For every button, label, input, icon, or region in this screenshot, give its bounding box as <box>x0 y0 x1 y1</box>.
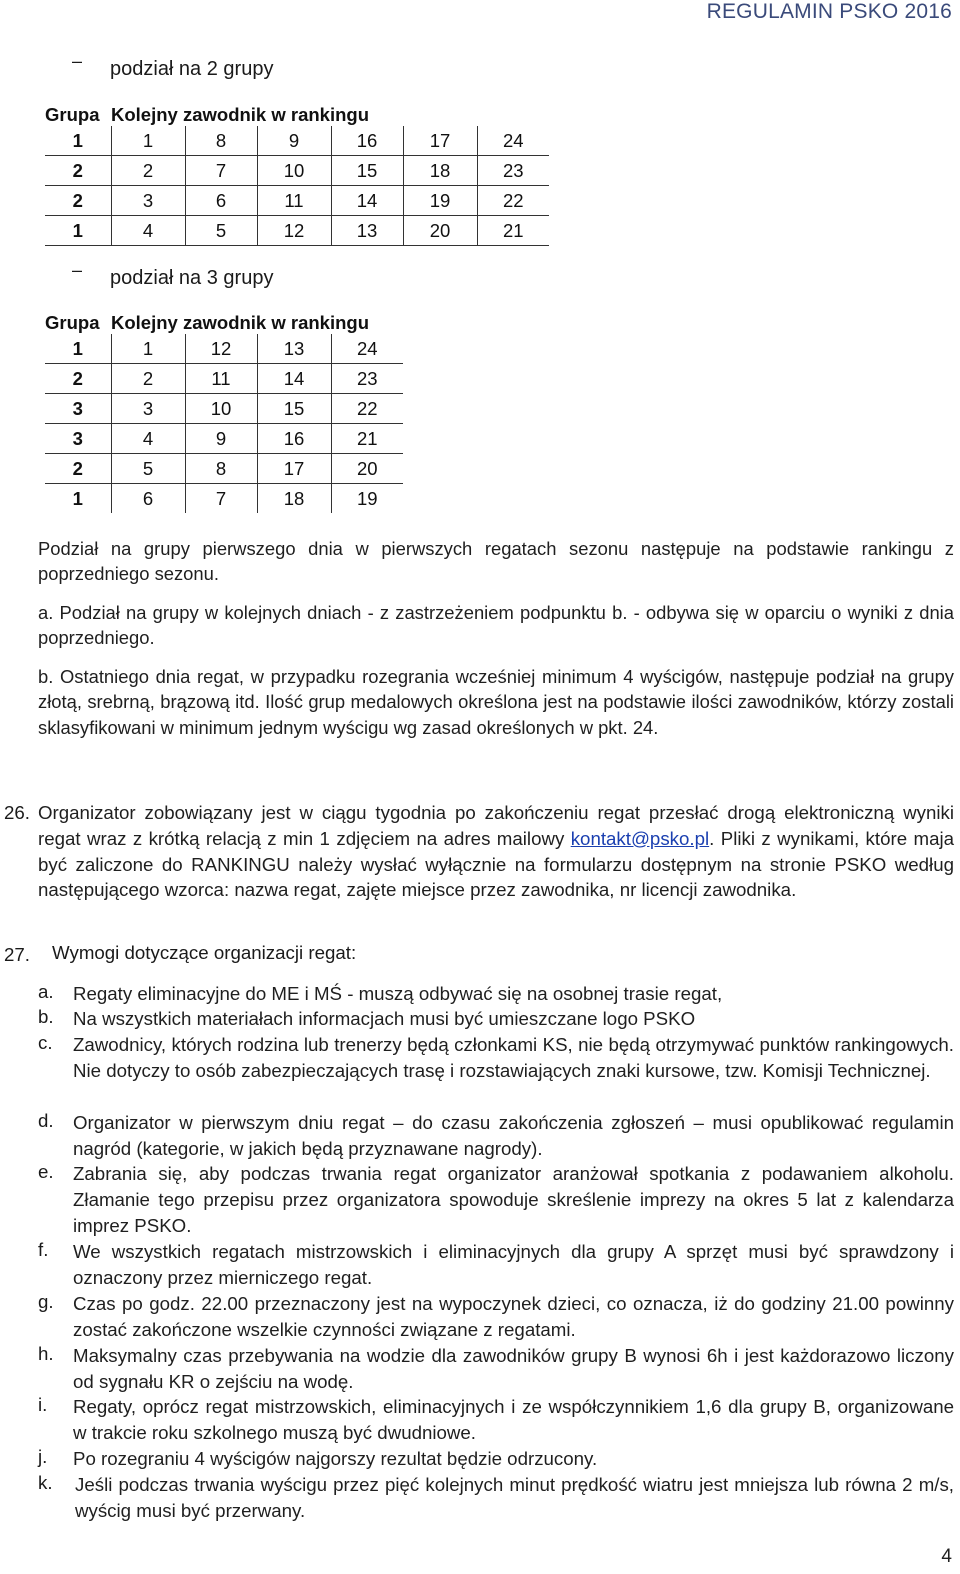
table-row <box>45 126 549 156</box>
cell: 17 <box>257 454 331 484</box>
section-26-text-after: . Pliki z wynikami, które maja być zaliczone do RANKINGU należy wysłać wyłącznie na formularzu dostępnym na stronie PSKO według następującego wzorca: nazwa regat, zajęte miejsce przez zawodnika, nr licencji zawodnika. <box>38 827 955 901</box>
cell: 6 <box>185 186 257 216</box>
cell: 3 <box>111 186 185 216</box>
cell: 2 <box>111 364 185 394</box>
cell: 13 <box>257 334 331 364</box>
cell: 10 <box>185 394 257 424</box>
section-27-number: 27. <box>4 944 30 965</box>
cell: 8 <box>185 454 257 484</box>
cell: 12 <box>185 334 257 364</box>
table-row <box>45 156 549 186</box>
cell: 24 <box>331 334 403 364</box>
cell: 22 <box>477 186 549 216</box>
cell: 20 <box>403 216 477 246</box>
table-row <box>45 394 403 424</box>
para-subpoint-a: a. Podział na grupy w kolejnych dniach - z zastrzeżeniem podpunktu b. - odbywa się w oparciu o wyniki z dnia poprzedniego. <box>38 602 954 649</box>
cell: 11 <box>257 186 331 216</box>
dash-bullet: – <box>72 51 83 71</box>
para-first-day: Podział na grupy pierwszego dnia w pierwszych regatach sezonu następuje na podstawie rankingu z poprzedniego sezonu. <box>38 538 954 585</box>
table-row <box>45 484 403 514</box>
cell: 14 <box>257 364 331 394</box>
cell: 17 <box>403 126 477 156</box>
table-header-row <box>45 304 403 334</box>
item-label: e. <box>38 1161 54 1182</box>
cell-group: 3 <box>45 394 111 424</box>
para-subpoint-b: b. Ostatniego dnia regat, w przypadku rozegrania wcześniej minimum 4 wyścigów, następuje podział na grupy złotą, srebrną, brązową itd. Ilość grup medalowych określona jest na podstawie ilości zawodników, którzy zostali sklasyfikowani w minimum jednym wyścigu wg zasad określonych w pkt. 24. <box>38 666 954 738</box>
section-27-title: Wymogi dotyczące organizacji regat: <box>52 942 357 963</box>
split2-label: podział na 2 grupy <box>110 58 274 80</box>
header-ranking: Kolejny zawodnik w rankingu <box>111 104 370 125</box>
cell: 9 <box>257 126 331 156</box>
cell: 18 <box>257 484 331 514</box>
cell: 20 <box>331 454 403 484</box>
email-link[interactable]: kontakt@psko.pl <box>570 827 710 849</box>
cell: 4 <box>111 216 185 246</box>
item-label: j. <box>38 1446 48 1467</box>
header-group: Grupa <box>45 104 100 125</box>
cell-group: 1 <box>72 487 83 509</box>
cell-group: 3 <box>45 424 111 454</box>
cell: 12 <box>257 216 331 246</box>
item-label: k. <box>38 1472 53 1493</box>
list-item: Regaty, oprócz regat mistrzowskich, eliminacyjnych i ze współczynnikiem 1,6 dla grupy B, organizowane w trakcie roku szkolnego muszą być dwudniowe. <box>73 1396 954 1443</box>
table-row <box>45 216 549 246</box>
cell-group: 2 <box>45 454 111 484</box>
cell-group: 2 <box>45 364 111 394</box>
table-row <box>45 186 549 216</box>
cell: 13 <box>331 216 403 246</box>
cell: 8 <box>185 126 257 156</box>
split3-label: podział na 3 grupy <box>110 267 274 289</box>
list-item: Na wszystkich materiałach informacjach musi być umieszczane logo PSKO <box>73 1008 696 1029</box>
cell: 15 <box>331 156 403 186</box>
cell: 19 <box>403 186 477 216</box>
cell: 11 <box>185 364 257 394</box>
split3-table <box>45 304 403 513</box>
section-26-text-before: Organizator zobowiązany jest w ciągu tygodnia po zakończeniu regat przesłać drogą elektroniczną wyniki regat wraz z krótką relacją z min 1 zdjęciem na adres mailowy <box>38 802 954 849</box>
cell: 10 <box>257 156 331 186</box>
cell: 9 <box>185 424 257 454</box>
cell: 23 <box>331 364 403 394</box>
item-label: h. <box>38 1343 54 1364</box>
item-label: i. <box>38 1394 48 1415</box>
cell: 22 <box>331 394 403 424</box>
cell: 6 <box>111 484 185 514</box>
item-label: c. <box>38 1032 53 1053</box>
cell: 5 <box>111 454 185 484</box>
item-label: g. <box>38 1291 54 1312</box>
table-row <box>45 364 403 394</box>
cell: 14 <box>331 186 403 216</box>
cell-group: 1 <box>45 126 111 156</box>
split2-table <box>45 96 549 246</box>
list-item: Czas po godz. 22.00 przeznaczony jest na wypoczynek dzieci, co oznacza, iż do godziny 21.00 powinny zostać zakończone wszelkie czynności związane z regatami. <box>73 1293 954 1340</box>
cell: 19 <box>331 484 403 514</box>
cell-group: 2 <box>45 156 111 186</box>
cell: 7 <box>185 484 257 514</box>
list-item: Organizator w pierwszym dniu regat – do czasu zakończenia zgłoszeń – musi opublikować regulamin nagród (kategorie, w jakich będą przyznawane nagrody). <box>73 1112 954 1159</box>
cell: 4 <box>111 424 185 454</box>
cell: 18 <box>403 156 477 186</box>
table-row <box>45 334 403 364</box>
cell: 3 <box>111 394 185 424</box>
cell: 24 <box>477 126 549 156</box>
list-item: We wszystkich regatach mistrzowskich i eliminacyjnych dla grupy A sprzęt musi być sprawdzony i oznaczony przez mierniczego regat. <box>73 1241 954 1288</box>
section-26-number: 26. <box>4 802 30 823</box>
cell: 5 <box>185 216 257 246</box>
cell: 16 <box>331 126 403 156</box>
cell: 21 <box>477 216 549 246</box>
cell: 15 <box>257 394 331 424</box>
cell-group: 1 <box>45 216 111 246</box>
item-label: f. <box>38 1239 49 1260</box>
cell: 21 <box>331 424 403 454</box>
cell-group: 2 <box>45 186 111 216</box>
list-item: Jeśli podczas trwania wyścigu przez pięć kolejnych minut prędkość wiatru jest mniejsza lub równa 2 m/s, wyścig musi być przerwany. <box>75 1474 954 1521</box>
cell-group: 1 <box>45 334 111 364</box>
item-label: a. <box>38 981 54 1002</box>
cell: 2 <box>111 156 185 186</box>
list-item: Maksymalny czas przebywania na wodzie dla zawodników grupy B wynosi 6h i jest każdorazowo liczony od sygnału KR o zejściu na wodę. <box>73 1345 954 1392</box>
item-label: d. <box>38 1110 54 1131</box>
list-item: Zabrania się, aby podczas trwania regat organizator aranżował spotkania z podawaniem alkoholu. Złamanie tego przepisu przez organizatora spowoduje skreślenie imprezy na okres 5 lat z kalendarza imprez PSKO. <box>73 1163 954 1236</box>
table-row <box>45 454 403 484</box>
cell: 1 <box>111 334 185 364</box>
header-ranking: Kolejny zawodnik w rankingu <box>111 312 370 333</box>
cell: 7 <box>185 156 257 186</box>
cell: 1 <box>111 126 185 156</box>
list-item: Po rozegraniu 4 wyścigów najgorszy rezultat będzie odrzucony. <box>73 1448 598 1469</box>
dash-bullet: – <box>72 260 83 280</box>
item-label: b. <box>38 1006 54 1027</box>
list-item: Zawodnicy, których rodzina lub trenerzy będą członkami KS, nie będą otrzymywać punktów rankingowych. Nie dotyczy to osób zabezpieczających trasę i rozstawiających znaki kursowe, tzw. Komisji Technicznej. <box>73 1034 954 1081</box>
document-header: REGULAMIN PSKO 2016 <box>706 0 952 23</box>
section-26-text <box>38 800 954 903</box>
list-item: Regaty eliminacyjne do ME i MŚ - muszą odbywać się na osobnej trasie regat, <box>73 983 723 1004</box>
page-number: 4 <box>941 1546 952 1567</box>
cell: 23 <box>477 156 549 186</box>
table-header-row <box>45 96 549 126</box>
cell: 16 <box>257 424 331 454</box>
header-group: Grupa <box>45 312 100 333</box>
table-row <box>45 424 403 454</box>
